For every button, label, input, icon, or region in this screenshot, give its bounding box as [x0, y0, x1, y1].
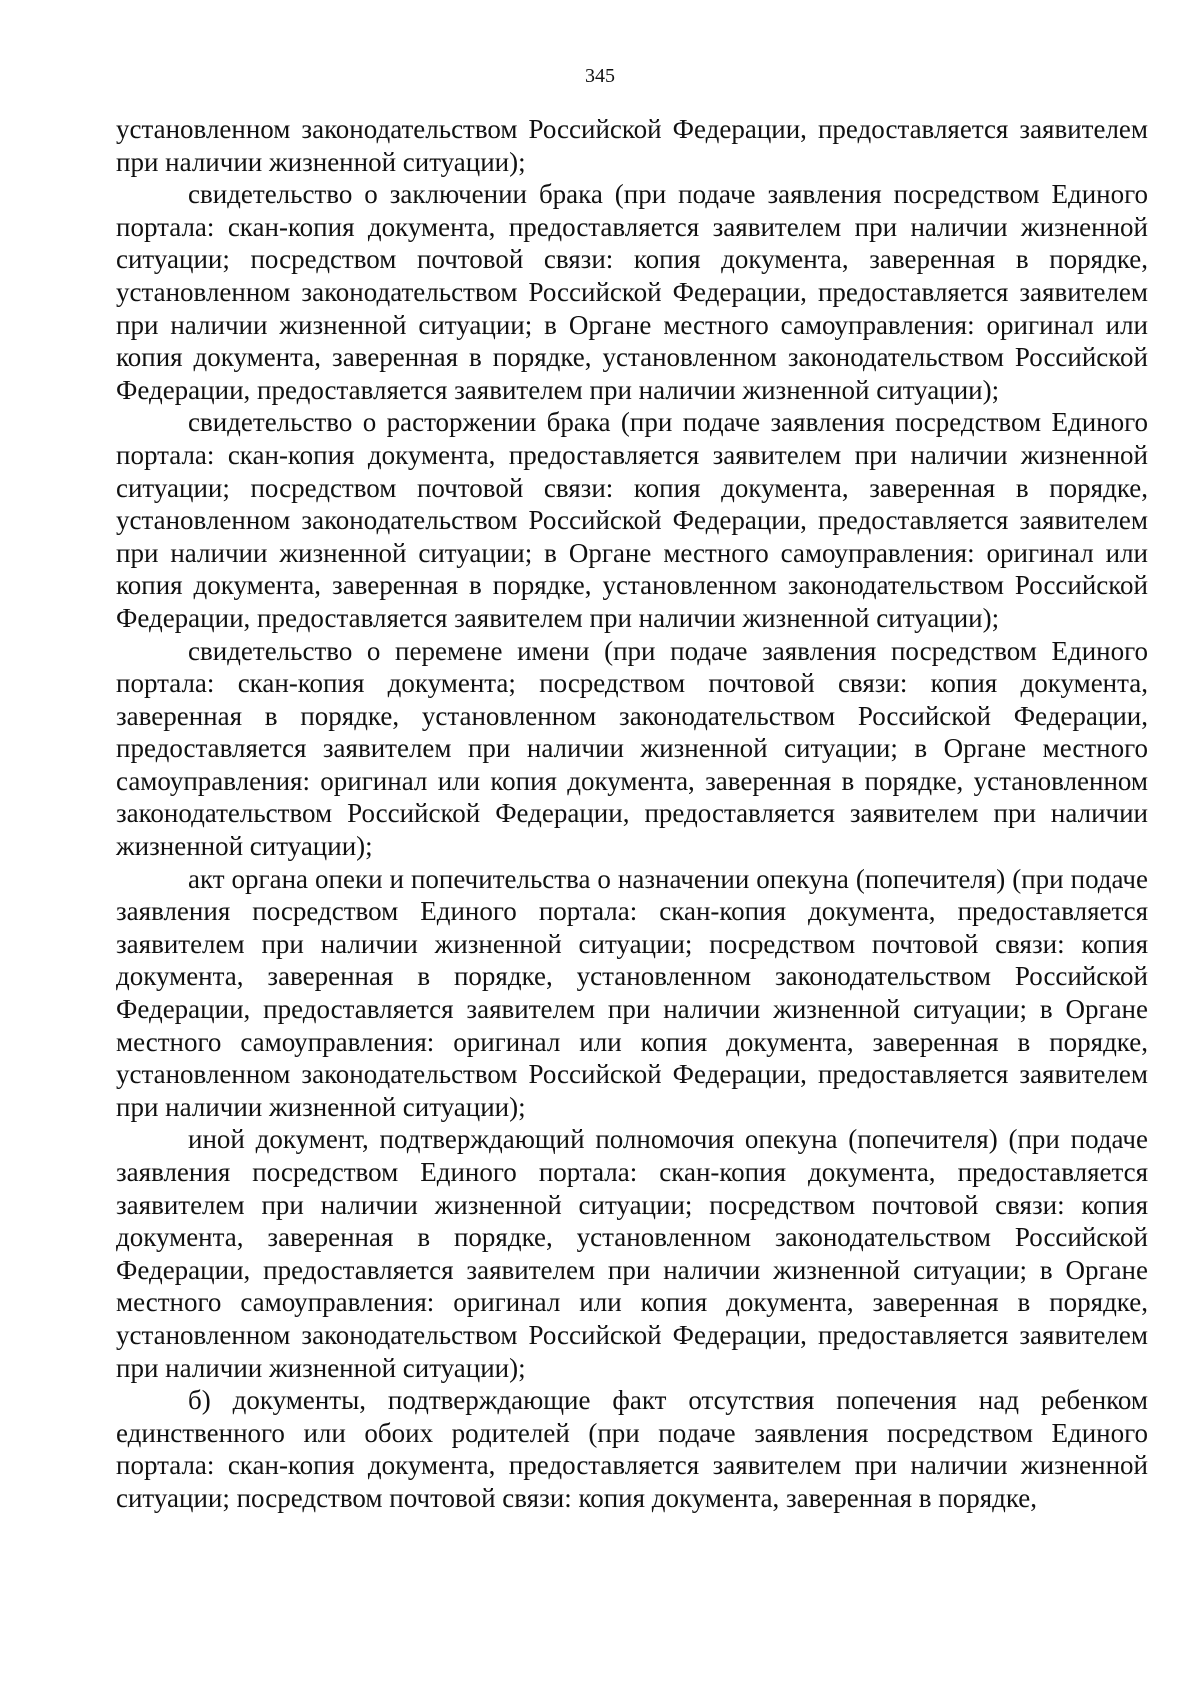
paragraph-divorce-certificate: свидетельство о расторжении брака (при подаче заявления посредством Единого портала: скан-копия документа, предоставляется заявителем при наличии жизненной ситуации; посредством почтовой связи: копия документа, заверенная в порядке, установленном законодательством Российской Федерации, предоставляется заявителем при наличии жизненной ситуации; в Органе местного самоуправления: оригинал или копия документа, заверенная в порядке, установленном законодательством Российской Федерации, предоставляется заявителем при наличии жизненной ситуации);	[116, 407, 1148, 633]
paragraph-marriage-certificate: свидетельство о заключении брака (при подаче заявления посредством Единого портала: скан-копия документа, предоставляется заявителем при наличии жизненной ситуации; посредством почтовой связи: копия документа, заверенная в порядке, установленном законодательством Российской Федерации, предоставляется заявителем при наличии жизненной ситуации; в Органе местного самоуправления: оригинал или копия документа, заверенная в порядке, установленном законодательством Российской Федерации, предоставляется заявителем при наличии жизненной ситуации);	[116, 179, 1148, 405]
paragraph-guardianship-act: акт органа опеки и попечительства о назначении опекуна (попечителя) (при подаче заявления посредством Единого портала: скан-копия документа, предоставляется заявителем при наличии жизненной ситуации; посредством почтовой связи: копия документа, заверенная в порядке, установленном законодательством Российской Федерации, предоставляется заявителем при наличии жизненной ситуации; в Органе местного самоуправления: оригинал или копия документа, заверенная в порядке, установленном законодательством Российской Федерации, предоставляется заявителем при наличии жизненной ситуации);	[116, 863, 1148, 1122]
paragraph-guardian-authority-document: иной документ, подтверждающий полномочия опекуна (попечителя) (при подаче заявления посредством Единого портала: скан-копия документа, предоставляется заявителем при наличии жизненной ситуации; посредством почтовой связи: копия документа, заверенная в порядке, установленном законодательством Российской Федерации, предоставляется заявителем при наличии жизненной ситуации; в Органе местного самоуправления: оригинал или копия документа, заверенная в порядке, установленном законодательством Российской Федерации, предоставляется заявителем при наличии жизненной ситуации);	[116, 1124, 1148, 1383]
paragraph-item-b: б) документы, подтверждающие факт отсутствия попечения над ребенком единственного или обоих родителей (при подаче заявления посредством Единого портала: скан-копия документа, предоставляется заявителем при наличии жизненной ситуации; посредством почтовой связи: копия документа, заверенная в порядке,	[116, 1385, 1148, 1513]
document-body	[116, 113, 1148, 1515]
paragraph-name-change-certificate: свидетельство о перемене имени (при подаче заявления посредством Единого портала: скан-копия документа; посредством почтовой связи: копия документа, заверенная в порядке, установленном законодательством Российской Федерации, предоставляется заявителем при наличии жизненной ситуации; в Органе местного самоуправления: оригинал или копия документа, заверенная в порядке, установленном законодательством Российской Федерации, предоставляется заявителем при наличии жизненной ситуации);	[116, 635, 1148, 862]
paragraph-continuation-1: установленном законодательством Российской Федерации, предоставляется заявителем при наличии жизненной ситуации);	[116, 114, 1148, 177]
page-number: 345	[585, 65, 615, 87]
